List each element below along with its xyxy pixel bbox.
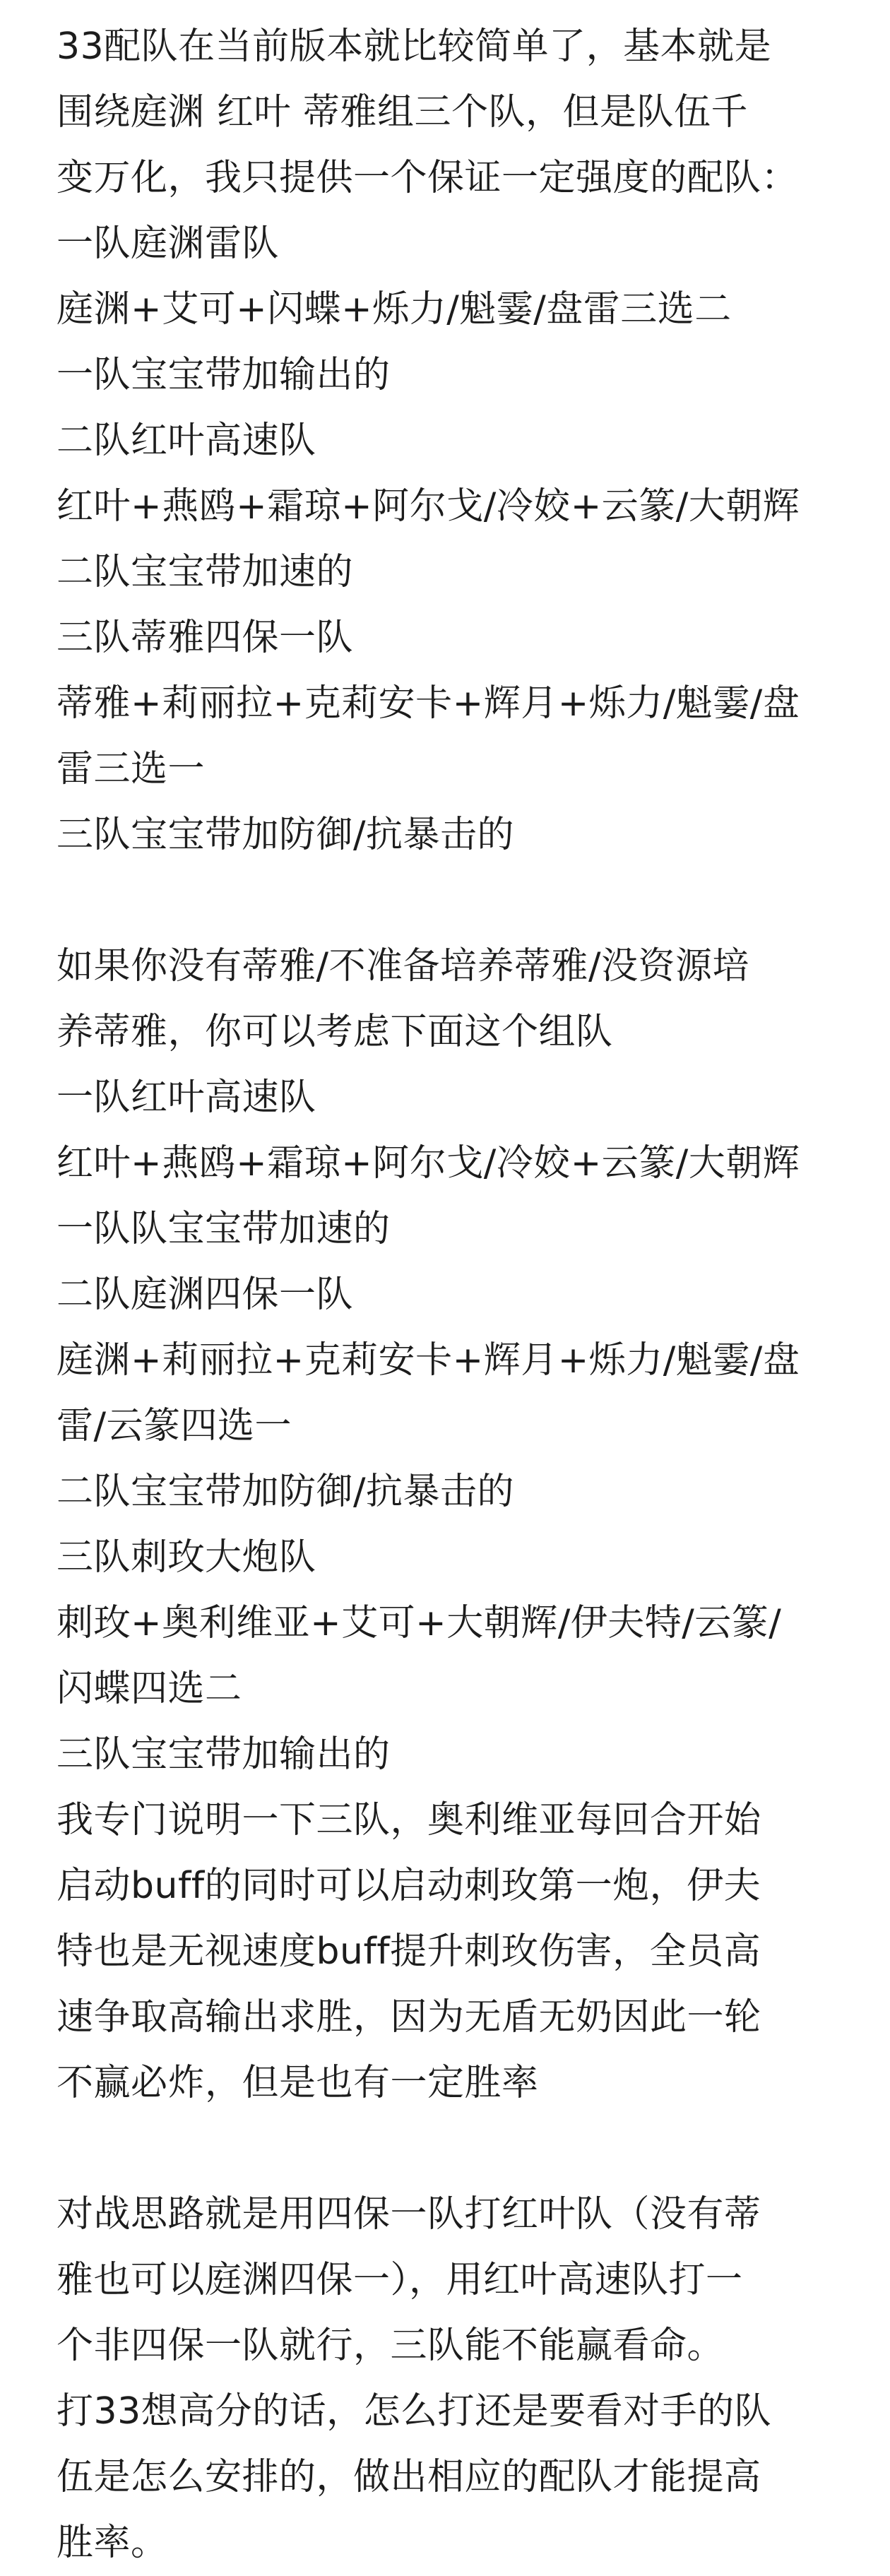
text-line: 雷/云篆四选一 <box>57 1405 292 1447</box>
text-line: 如果你没有蒂雅/不准备培养蒂雅/没资源培 <box>57 945 750 987</box>
text-line: 三队刺玫大炮队 <box>57 1536 316 1579</box>
text-line: 雷三选一 <box>57 748 206 790</box>
text-line: 伍是怎么安排的，做出相应的配队才能提高 <box>57 2456 761 2498</box>
text-line: 打33想高分的话，怎么打还是要看对手的队 <box>57 2390 772 2433</box>
text-line: 一队队宝宝带加速的 <box>57 1208 391 1250</box>
text-line: 二队庭渊四保一队 <box>57 1274 354 1316</box>
text-line: 庭渊+艾可+闪蝶+烁力/魁霎/盘雷三选二 <box>57 288 732 331</box>
paragraph-battle-strategy <box>57 2182 852 2576</box>
text-line: 三队蒂雅四保一队 <box>57 617 354 659</box>
text-line: 一队庭渊雷队 <box>57 222 280 265</box>
text-line: 三队宝宝带加防御/抗暴击的 <box>57 814 515 856</box>
text-line: 速争取高输出求胜，因为无盾无奶因此一轮 <box>57 1996 761 2038</box>
text-line: 雅也可以庭渊四保一），用红叶高速队打一 <box>57 2259 743 2301</box>
paragraph-spacer <box>57 2116 852 2182</box>
text-line: 养蒂雅，你可以考虑下面这个组队 <box>57 1011 613 1053</box>
text-line: 红叶+燕鸥+霜琼+阿尔戈/冷姣+云篆/大朝辉 <box>57 485 800 528</box>
text-line: 对战思路就是用四保一队打红叶队（没有蒂 <box>57 2193 761 2236</box>
text-line: 一队宝宝带加输出的 <box>57 354 391 396</box>
paragraph-spacer <box>57 868 852 934</box>
text-line: 二队宝宝带加速的 <box>57 551 354 593</box>
text-line: 二队宝宝带加防御/抗暴击的 <box>57 1471 515 1513</box>
text-line: 33配队在当前版本就比较简单了，基本就是 <box>57 25 772 68</box>
paragraph-team-overview <box>57 14 852 868</box>
text-line: 闪蝶四选二 <box>57 1668 242 1710</box>
text-line: 胜率。 <box>57 2522 168 2564</box>
text-line: 启动buff的同时可以启动刺玫第一炮，伊夫 <box>57 1865 761 1907</box>
paragraph-alternative-team <box>57 934 852 2116</box>
text-line: 刺玫+奥利维亚+艾可+大朝辉/伊夫特/云篆/ <box>57 1602 782 1644</box>
text-line: 变万化，我只提供一个保证一定强度的配队： <box>57 157 799 199</box>
text-line: 个非四保一队就行，三队能不能赢看命。 <box>57 2325 725 2367</box>
text-line: 我专门说明一下三队，奥利维亚每回合开始 <box>57 1799 761 1841</box>
text-line: 一队红叶高速队 <box>57 1076 316 1119</box>
text-line: 红叶+燕鸥+霜琼+阿尔戈/冷姣+云篆/大朝辉 <box>57 1142 800 1185</box>
text-line: 庭渊+莉丽拉+克莉安卡+辉月+烁力/魁霎/盘 <box>57 1339 800 1382</box>
text-line: 围绕庭渊 红叶 蒂雅组三个队，但是队伍千 <box>57 91 749 133</box>
text-line: 二队红叶高速队 <box>57 420 316 462</box>
text-line: 蒂雅+莉丽拉+克莉安卡+辉月+烁力/魁霎/盘 <box>57 682 800 725</box>
text-line: 特也是无视速度buff提升刺玫伤害，全员高 <box>57 1930 761 1973</box>
text-line: 三队宝宝带加输出的 <box>57 1733 391 1776</box>
text-line: 不赢必炸，但是也有一定胜率 <box>57 2062 539 2104</box>
